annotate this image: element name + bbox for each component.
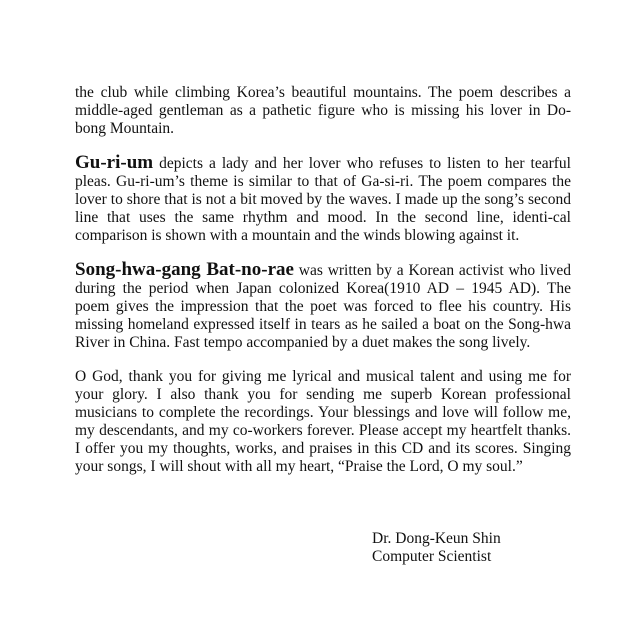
paragraph-text: depicts a lady and her lover who refuses to listen to her tearful pleas. Gu-ri-um’s theme is similar to that of Ga-si-ri. The poem compares the lover to shore that is not a bit moved by the waves. I made up the song’s second line that uses the same rhythm and mood. In the second line, identi-cal comparison is shown with a mountain and the winds blowing against it. (75, 155, 571, 244)
paragraph-text: was written by a Korean activist who lived during the period when Japan colonized Korea(1910 AD – 1945 AD). The poem gives the impression that the poet was forced to flee his country. His missing homeland expressed itself in tears as he sailed a boat on the Song-hwa River in China. Fast tempo accompanied by a duet makes the song lively. (75, 262, 571, 351)
paragraph-club-mountains (75, 84, 571, 138)
paragraph-thanks (75, 368, 571, 476)
song-title-gu-ri-um: Gu-ri-um (75, 152, 154, 173)
body-text (75, 84, 571, 492)
signature-block (372, 530, 501, 566)
paragraph-song-hwa-gang (75, 261, 571, 352)
signature-title: Computer Scientist (372, 548, 492, 565)
paragraph-gu-ri-um (75, 154, 571, 245)
paragraph-text: O God, thank you for giving me lyrical and musical talent and using me for your glory. I also thank you for sending me superb Korean professional musicians to complete the recordings. Your blessings and love will follow me, my descendants, and my co-workers forever. Please accept my heartfelt thanks. I offer you my thoughts, works, and praises in this CD and its scores. Singing your songs, I will shout with all my heart, “Praise the Lord, O my soul.” (75, 368, 571, 475)
signature-name: Dr. Dong-Keun Shin (372, 530, 501, 547)
song-title-song-hwa-gang: Song-hwa-gang Bat-no-rae (75, 259, 294, 280)
paragraph-text: the club while climbing Korea’s beautiful mountains. The poem describes a middle-aged gentleman as a pathetic figure who is missing his lover in Do-bong Mountain. (75, 84, 571, 137)
